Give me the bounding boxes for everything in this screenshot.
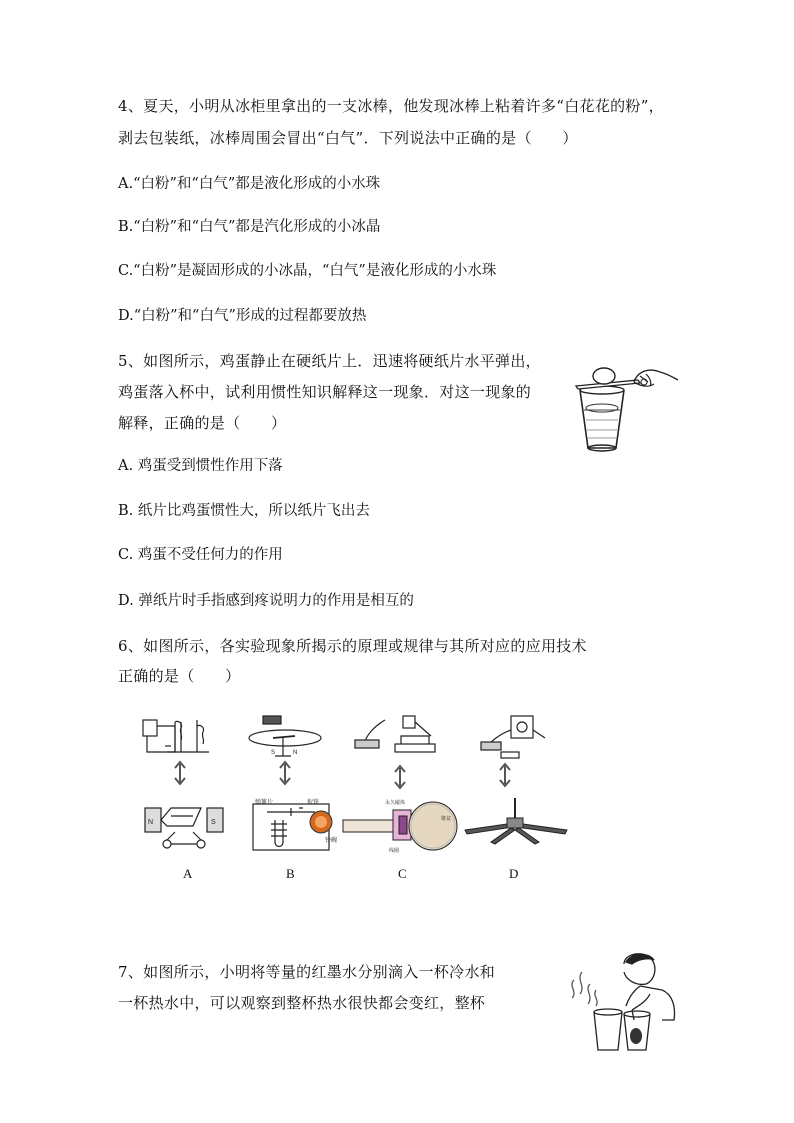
q6-figure-label-b: B — [286, 866, 295, 881]
q5-text-line2: 鸡蛋落入杯中，试利用惯性知识解释这一现象．对这一现象的 — [118, 383, 532, 401]
figure-b-top — [249, 716, 321, 756]
q4-text-line2: 剥去包装纸，冰棒周围会冒出“白气”．下列说法中正确的是（ ） — [118, 129, 578, 147]
q5-option-d: D. 弹纸片时手指感到疼说明力的作用是相互的 — [118, 593, 414, 609]
q6-text-line1: 6、如图所示，各实验现象所揭示的原理或规律与其所对应的应用技术 — [118, 637, 587, 655]
figure-d-top — [481, 716, 545, 758]
q6-figure-group — [135, 712, 585, 887]
svg-text:N: N — [148, 819, 154, 826]
figure-c-top — [355, 716, 435, 752]
c-label-magnet: 永久磁体 — [385, 800, 406, 806]
q6-figure-label-a: A — [183, 866, 193, 881]
q5-text-line1: 5、如图所示，鸡蛋静止在硬纸片上．迅速将硬纸片水平弹出， — [118, 352, 541, 370]
q5-option-a: A. 鸡蛋受到惯性作用下落 — [118, 458, 283, 474]
q4-text-line1: 4、夏天，小明从冰柜里拿出的一支冰棒，他发现冰棒上粘着许多“白花花的粉”， — [118, 97, 664, 115]
figure-c-bottom — [343, 802, 457, 850]
svg-text:N: N — [293, 750, 298, 756]
boy-with-two-cups-figure — [566, 950, 678, 1060]
q7-text-line2: 一杯热水中，可以观察到整杯热水很快都会变红，整杯 — [118, 994, 486, 1012]
q4-option-b: B.“白粉”和“白气”都是汽化形成的小冰晶 — [118, 219, 381, 235]
q4-option-d: D.“白粉”和“白气”形成的过程都要放热 — [118, 308, 367, 324]
b-label-bell: 铃碗 — [325, 837, 338, 844]
figure-a-bottom — [145, 808, 223, 848]
q4-option-a: A.“白粉”和“白气”都是液化形成的小水珠 — [118, 176, 381, 192]
q5-text-line3: 解释，正确的是（ ） — [118, 414, 287, 432]
q6-figure-label-c: C — [398, 866, 407, 881]
figure-d-bottom — [465, 798, 567, 844]
q7-text-line1: 7、如图所示，小明将等量的红墨水分别滴入一杯冷水和 — [118, 963, 496, 981]
b-label-armature: 衔铁 — [307, 799, 320, 806]
c-label-cone: 锥盆 — [441, 816, 452, 822]
egg-on-card-cup-figure — [568, 360, 678, 456]
c-label-coil: 线圈 — [389, 848, 400, 854]
q6-figure-label-d: D — [509, 866, 519, 881]
svg-text:S: S — [271, 750, 276, 756]
q5-option-b: B. 纸片比鸡蛋惯性大，所以纸片飞出去 — [118, 503, 370, 519]
q5-option-c: C. 鸡蛋不受任何力的作用 — [118, 547, 283, 563]
q6-text-line2: 正确的是（ ） — [118, 667, 241, 685]
q4-option-c: C.“白粉”是凝固形成的小冰晶，“白气”是液化形成的小水珠 — [118, 263, 497, 279]
svg-text:S: S — [211, 819, 216, 826]
figure-a-top — [143, 720, 209, 752]
b-label-spring: 弹簧片 — [255, 799, 274, 806]
